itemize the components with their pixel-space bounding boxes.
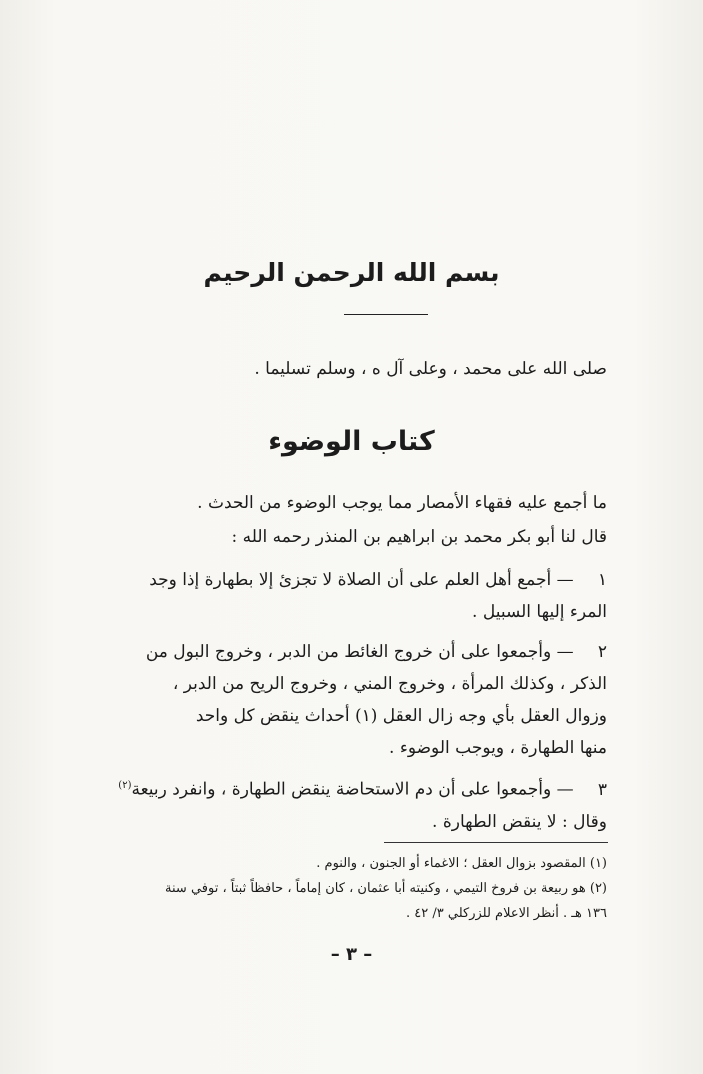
intro-line-2: قال لنا أبو بكر محمد بن ابراهيم بن المنذر رحمه الله : [231, 527, 607, 547]
footnote-marker: (٢) [118, 780, 132, 791]
intro-line-1: ما أجمع عليه فقهاء الأمصار مما يوجب الوضوء من الحدث . [197, 493, 607, 513]
ruling-number: ٢ [597, 642, 607, 662]
footnote-2-continued: ١٣٦ هـ . أنظر الاعلام للزركلي ٣/ ٤٢ . [406, 906, 607, 921]
salutation-line: صلى الله على محمد ، وعلى آل ه ، وسلم تسليما . [254, 359, 607, 379]
ruling-number: ٣ [597, 779, 607, 800]
page-number: – ٣ – [330, 944, 373, 965]
ruling-line [77, 770, 607, 806]
ruling-line: وقال : لا ينقض الطهارة . [432, 811, 607, 832]
ruling-line: الذكر ، وكذلك المرأة ، وخروج المني ، وخروج الريح من الدبر ، [172, 674, 607, 694]
ruling-line: وزوال العقل بأي وجه زال العقل (١) أحداث ينقض كل واحد [195, 706, 607, 726]
footnote-1: (١) المقصود بزوال العقل ؛ الاغماء أو الجنون ، والنوم . [316, 856, 607, 871]
ruling-text: — أجمع أهل العلم على أن الصلاة لا تجزئ إلا بطهارة إذا وجد [149, 570, 574, 590]
ruling-line [77, 564, 607, 596]
ruling-item-2 [77, 636, 607, 764]
heading-divider [344, 314, 428, 315]
ruling-text: — وأجمعوا على أن دم الاستحاضة ينقض الطهارة ، وانفرد ربيعة [131, 779, 574, 800]
ruling-item-3 [77, 770, 607, 838]
footnote-divider [384, 842, 608, 843]
ruling-line: منها الطهارة ، ويوجب الوضوء . [389, 738, 607, 758]
footnote-2: (٢) هو ربيعة بن فروخ التيمي ، وكنيته أبا عثمان ، كان إماماً ، حافظاً ثبتاً ، توفي سنة [165, 881, 607, 896]
ruling-line [77, 636, 607, 668]
ruling-text: — وأجمعوا على أن خروج الغائط من الدبر ، وخروج البول من [145, 642, 574, 662]
chapter-title: كتاب الوضوء [268, 426, 435, 457]
basmala-heading: بسم الله الرحمن الرحيم [203, 258, 500, 287]
ruling-line: المرء إليها السبيل . [472, 602, 607, 622]
ruling-item-1 [77, 564, 607, 628]
ruling-number: ١ [597, 570, 607, 590]
